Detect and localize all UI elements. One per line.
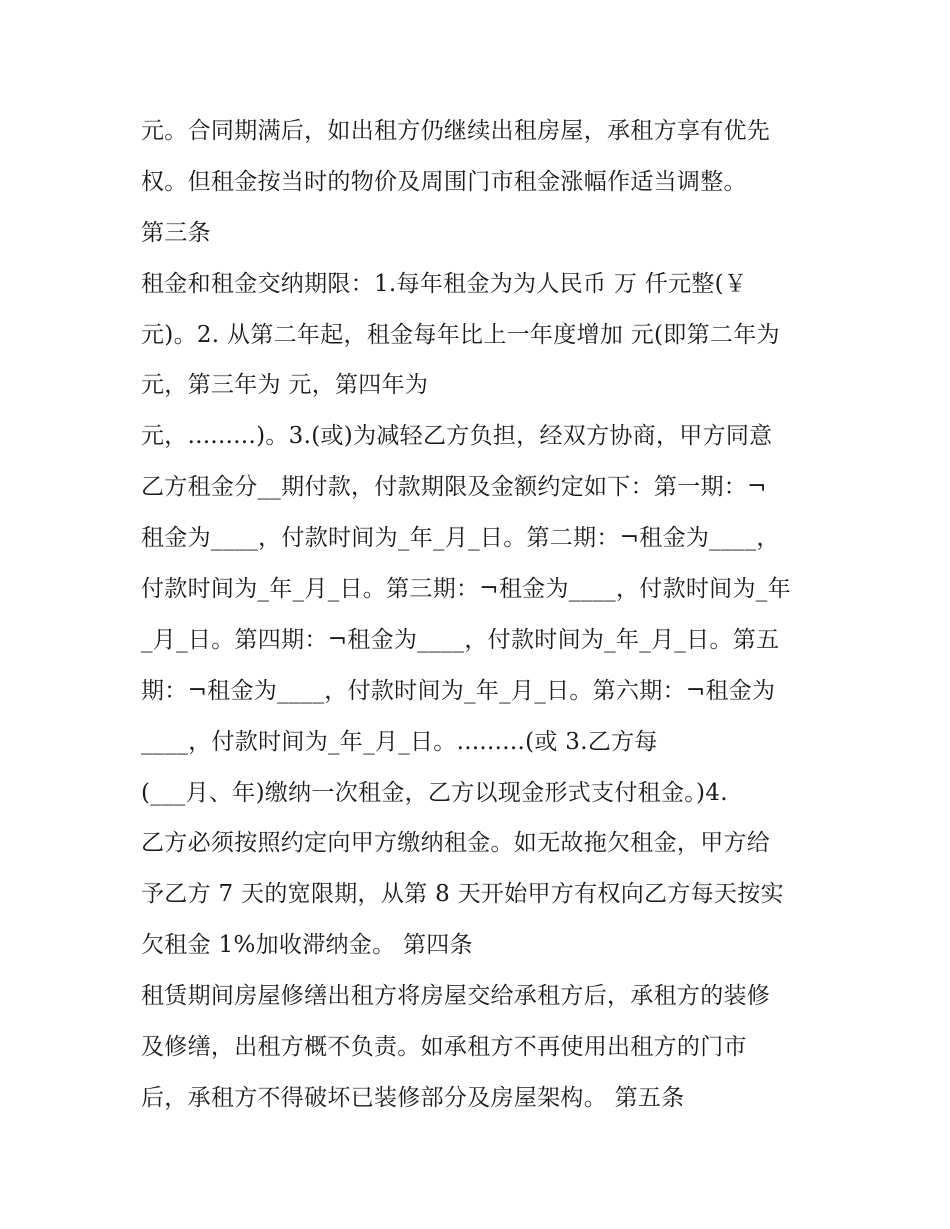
text-line: 租赁期间房屋修缮出租方将房屋交给承租方后，承租方的装修 [141,983,771,1010]
text-line: ____，付款时间为_年_月_日。.........(或 3.乙方每 [141,728,658,755]
text-line: 租金为____，付款时间为_年_月_日。第二期：¬租金为____， [141,525,780,552]
text-line: 租金和租金交纳期限：1.每年租金为为人民币 万 仟元整(￥ [141,270,748,297]
text-line: 权。但租金按当时的物价及周围门市租金涨幅作适当调整。 [141,168,747,195]
article-heading: 第三条 [141,219,211,246]
text-line: 付款时间为_年_月_日。第三期：¬租金为____，付款时间为_年 [141,576,791,603]
text-line: _月_日。第四期：¬租金为____，付款时间为_年_月_日。第五 [141,626,780,653]
text-line: (___月、年)缴纳一次租金，乙方以现金形式支付租金。)4. [141,779,728,806]
contract-text-body [141,106,841,1124]
text-line: 元，.........)。3.(或)为减轻乙方负担，经双方协商，甲方同意 [141,423,773,450]
text-line: 元，第三年为 元，第四年为 [141,372,429,399]
text-line: 乙方租金分__期付款，付款期限及金额约定如下：第一期：¬ [141,474,767,501]
text-line: 及修缮，出租方概不负责。如承租方不再使用出租方的门市 [141,1034,747,1061]
text-line: 乙方必须按照约定向甲方缴纳租金。如无故拖欠租金，甲方给 [141,830,771,857]
text-line: 元。合同期满后，如出租方仍继续出租房屋，承租方享有优先 [141,118,771,144]
text-line: 后，承租方不得破坏已装修部分及房屋架构。 第五条 [141,1084,685,1111]
text-line: 予乙方 7 天的宽限期，从第 8 天开始甲方有权向乙方每天按实 [141,881,784,908]
text-line: 欠租金 1%加收滞纳金。 第四条 [141,932,473,959]
text-line: 期：¬租金为____，付款时间为_年_月_日。第六期：¬租金为 [141,677,776,704]
text-line: 元)。2. 从第二年起，租金每年比上一年度增加 元(即第二年为 [141,321,780,348]
